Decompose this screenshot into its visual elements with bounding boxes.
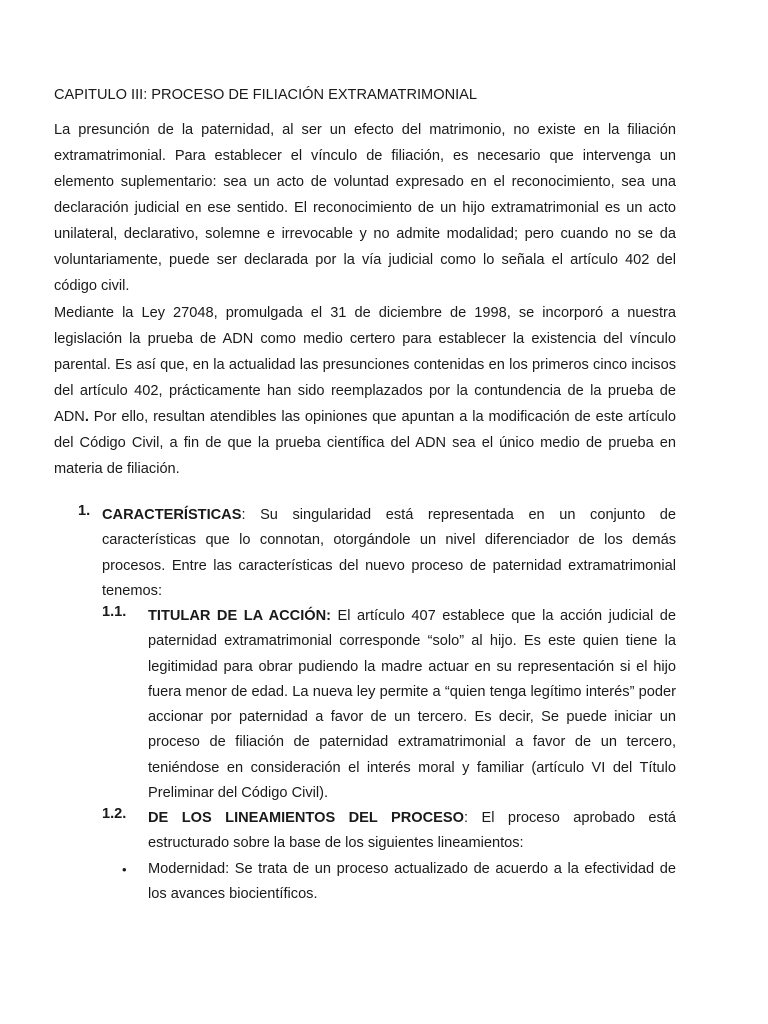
bullet-symbol: •	[122, 862, 127, 877]
sublist-item-action-holder	[102, 604, 676, 806]
paragraph-dna-law-part-a: Mediante la Ley 27048, promulgada el 31 de diciembre de 1998, se incorporó a nuestra legislación la prueba de ADN como medio certero para establecer la existencia del vínculo parental. Es así que, en la actualidad las presunciones contenidas en los primeros cinco incisos del artículo 402, prácticamente han sido reemplazados por la contundencia de la prueba de ADN	[54, 305, 676, 425]
list-item-text: : Su singularidad está representada en un conjunto de características que lo connotan, otorgándole un nivel diferenciador de los demás procesos. Entre las características del nuevo proceso de paternidad extramatrimonial tenemos:	[102, 507, 676, 599]
chapter-title: CAPITULO III: PROCESO DE FILIACIÓN EXTRAMATRIMONIAL	[54, 87, 478, 103]
bullet-item-modernity	[122, 857, 676, 908]
paragraph-presumption: La presunción de la paternidad, al ser un efecto del matrimonio, no existe en la filiación extramatrimonial. Para establecer el vínculo de filiación, es necesario que intervenga un elemento suplementario: sea un acto de voluntad expresado en el reconocimiento, sea una declaración judicial en ese sentido. El reconocimiento de un hijo extramatrimonial es un acto unilateral, declarativo, solemne e irrevocable y no admite modalidad; pero cuando no se da voluntariamente, puede ser declarada por la vía judicial como lo señala el artículo 402 del código civil.	[54, 122, 676, 294]
paragraph-dna-law	[54, 300, 676, 482]
sublist-item-number: 1.2.	[102, 806, 127, 822]
list-item-body	[102, 503, 676, 604]
sublist-item-number: 1.1.	[102, 604, 127, 620]
list-item-characteristics	[78, 503, 676, 604]
sublist-item-term: DE LOS LINEAMIENTOS DEL PROCESO	[148, 810, 464, 826]
sublist-item-process-guidelines	[102, 806, 676, 857]
bullet-text: Modernidad: Se trata de un proceso actualizado de acuerdo a la efectividad de los avances biocientíficos.	[148, 861, 676, 903]
sublist-item-body	[148, 604, 676, 806]
sublist-item-body	[148, 806, 676, 857]
list-item-term: CARACTERÍSTICAS	[102, 507, 242, 523]
list-item-number: 1.	[78, 503, 91, 519]
paragraph-dna-law-part-b: Por ello, resultan atendibles las opiniones que apuntan a la modificación de este artículo del Código Civil, a fin de que la prueba científica del ADN sea el único medio de prueba en materia de filiación.	[54, 409, 676, 477]
sublist-item-text: El artículo 407 establece que la acción judicial de paternidad extramatrimonial corresponde “solo” al hijo. Es este quien tiene la legitimidad para obrar pudiendo la madre actuar en su representación si el hijo fuera menor de edad. La nueva ley permite a “quien tenga legítimo interés” poder accionar por paternidad a favor de un tercero. Es decir, Se puede iniciar un proceso de filiación de paternidad extramatrimonial a favor de un tercero, teniéndose en consideración el interés moral y familiar (artículo VI del Título Preliminar del Código Civil).	[148, 608, 676, 802]
sublist-item-text: : El proceso aprobado está estructurado sobre la base de los siguientes lineamientos:	[148, 810, 676, 852]
sublist-item-term: TITULAR DE LA ACCIÓN:	[148, 608, 332, 624]
paragraph-dna-law-bold-period: .	[84, 409, 89, 425]
